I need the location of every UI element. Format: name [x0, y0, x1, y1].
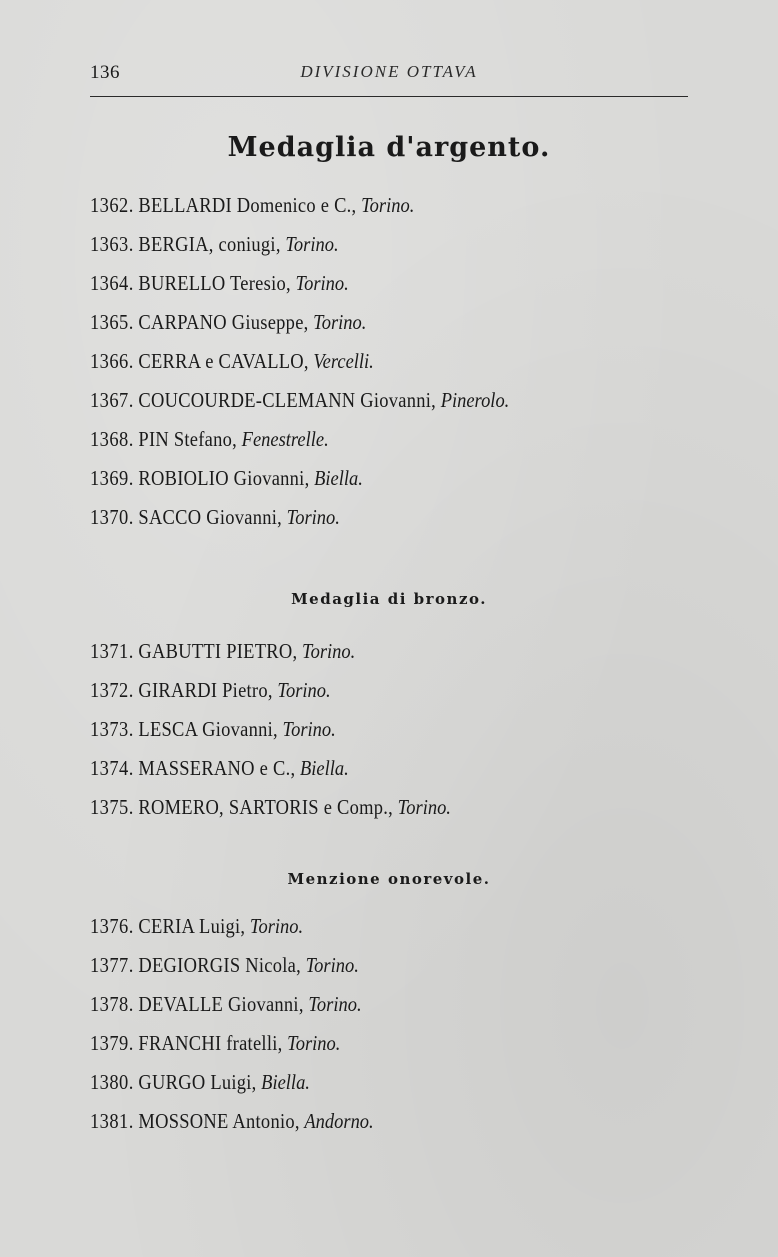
- list-item: [90, 985, 653, 1024]
- entry-name: ROMERO, SARTORIS e Comp.,: [138, 795, 394, 819]
- list-item: [90, 264, 653, 303]
- entry-name: BURELLO Teresio,: [138, 271, 291, 295]
- list-item: [90, 459, 653, 498]
- entry-place: Torino.: [282, 717, 336, 741]
- entry-name: CARPANO Giuseppe,: [138, 310, 309, 334]
- entry-name: DEGIORGIS Nicola,: [138, 953, 301, 977]
- entry-place: Torino.: [361, 193, 415, 217]
- section-title-bronze-medal: Medaglia di bronzo.: [291, 590, 487, 608]
- entry-name: BELLARDI Domenico e C.,: [138, 193, 357, 217]
- entry-number: 1378.: [90, 992, 134, 1016]
- list-item: [90, 907, 653, 946]
- entry-place: Torino.: [305, 953, 359, 977]
- running-head: DIVISIONE OTTAVA: [300, 62, 478, 81]
- section-title-silver-medal: Medaglia d'argento.: [227, 132, 551, 163]
- list-item: [90, 671, 653, 710]
- entry-number: 1379.: [90, 1031, 134, 1055]
- list-item: [90, 342, 653, 381]
- entry-name: LESCA Giovanni,: [138, 717, 278, 741]
- entry-place: Andorno.: [304, 1109, 374, 1133]
- entry-name: GURGO Luigi,: [138, 1070, 257, 1094]
- entry-place: Biella.: [314, 466, 363, 490]
- entry-place: Torino.: [308, 992, 362, 1016]
- entry-number: 1362.: [90, 193, 134, 217]
- list-item: [90, 749, 653, 788]
- entry-number: 1380.: [90, 1070, 134, 1094]
- list-item: [90, 1024, 653, 1063]
- entry-number: 1373.: [90, 717, 134, 741]
- page-number: 136: [90, 62, 120, 83]
- honorable-mention-list: [90, 907, 730, 1141]
- entry-place: Torino.: [301, 639, 356, 663]
- list-item: [90, 946, 653, 985]
- entry-place: Torino.: [286, 505, 340, 529]
- entry-place: Vercelli.: [313, 349, 374, 373]
- entry-place: Torino.: [285, 232, 339, 256]
- entry-name: ROBIOLIO Giovanni,: [138, 466, 310, 490]
- list-item: [90, 225, 653, 264]
- entry-number: 1365.: [90, 310, 134, 334]
- list-item: [90, 303, 653, 342]
- entry-place: Torino.: [287, 1031, 341, 1055]
- entry-name: CERIA Luigi,: [138, 914, 246, 938]
- entry-name: BERGIA, coniugi,: [138, 232, 281, 256]
- entry-name: MOSSONE Antonio,: [138, 1109, 300, 1133]
- list-item: [90, 381, 653, 420]
- entry-number: 1370.: [90, 505, 134, 529]
- entry-number: 1381.: [90, 1109, 134, 1133]
- entry-name: FRANCHI fratelli,: [138, 1031, 283, 1055]
- entry-number: 1371.: [90, 639, 134, 663]
- entry-place: Torino.: [295, 271, 349, 295]
- list-item: [90, 1102, 653, 1141]
- entry-number: 1375.: [90, 795, 134, 819]
- list-item: [90, 632, 653, 671]
- list-item: [90, 420, 653, 459]
- entry-name: MASSERANO e C.,: [138, 756, 296, 780]
- entry-number: 1374.: [90, 756, 134, 780]
- entry-number: 1377.: [90, 953, 134, 977]
- list-item: [90, 710, 653, 749]
- list-item: [90, 186, 653, 225]
- entry-name: GIRARDI Pietro,: [138, 678, 273, 702]
- entry-number: 1376.: [90, 914, 134, 938]
- section-title-honorable-mention: Menzione onorevole.: [287, 870, 491, 888]
- entry-place: Torino.: [249, 914, 304, 938]
- entry-place: Biella.: [299, 756, 349, 780]
- entry-place: Biella.: [261, 1070, 310, 1094]
- bronze-medal-list: [90, 632, 730, 827]
- entry-number: 1368.: [90, 427, 134, 451]
- entry-name: COUCOURDE-CLEMANN Giovanni,: [138, 388, 437, 412]
- entry-place: Fenestrelle.: [241, 427, 329, 451]
- entry-number: 1367.: [90, 388, 134, 412]
- entry-place: Torino.: [397, 795, 451, 819]
- entry-name: CERRA e CAVALLO,: [138, 349, 309, 373]
- entry-place: Torino.: [277, 678, 331, 702]
- list-item: [90, 788, 653, 827]
- entry-number: 1369.: [90, 466, 134, 490]
- silver-medal-list: [90, 186, 730, 537]
- entry-name: DEVALLE Giovanni,: [138, 992, 304, 1016]
- entry-number: 1366.: [90, 349, 134, 373]
- entry-place: Pinerolo.: [440, 388, 510, 412]
- entry-number: 1363.: [90, 232, 134, 256]
- list-item: [90, 498, 653, 537]
- entry-number: 1372.: [90, 678, 134, 702]
- list-item: [90, 1063, 653, 1102]
- page-header: [90, 62, 688, 97]
- entry-name: GABUTTI PIETRO,: [138, 639, 298, 663]
- entry-name: SACCO Giovanni,: [138, 505, 283, 529]
- entry-place: Torino.: [313, 310, 367, 334]
- entry-number: 1364.: [90, 271, 134, 295]
- entry-name: PIN Stefano,: [138, 427, 238, 451]
